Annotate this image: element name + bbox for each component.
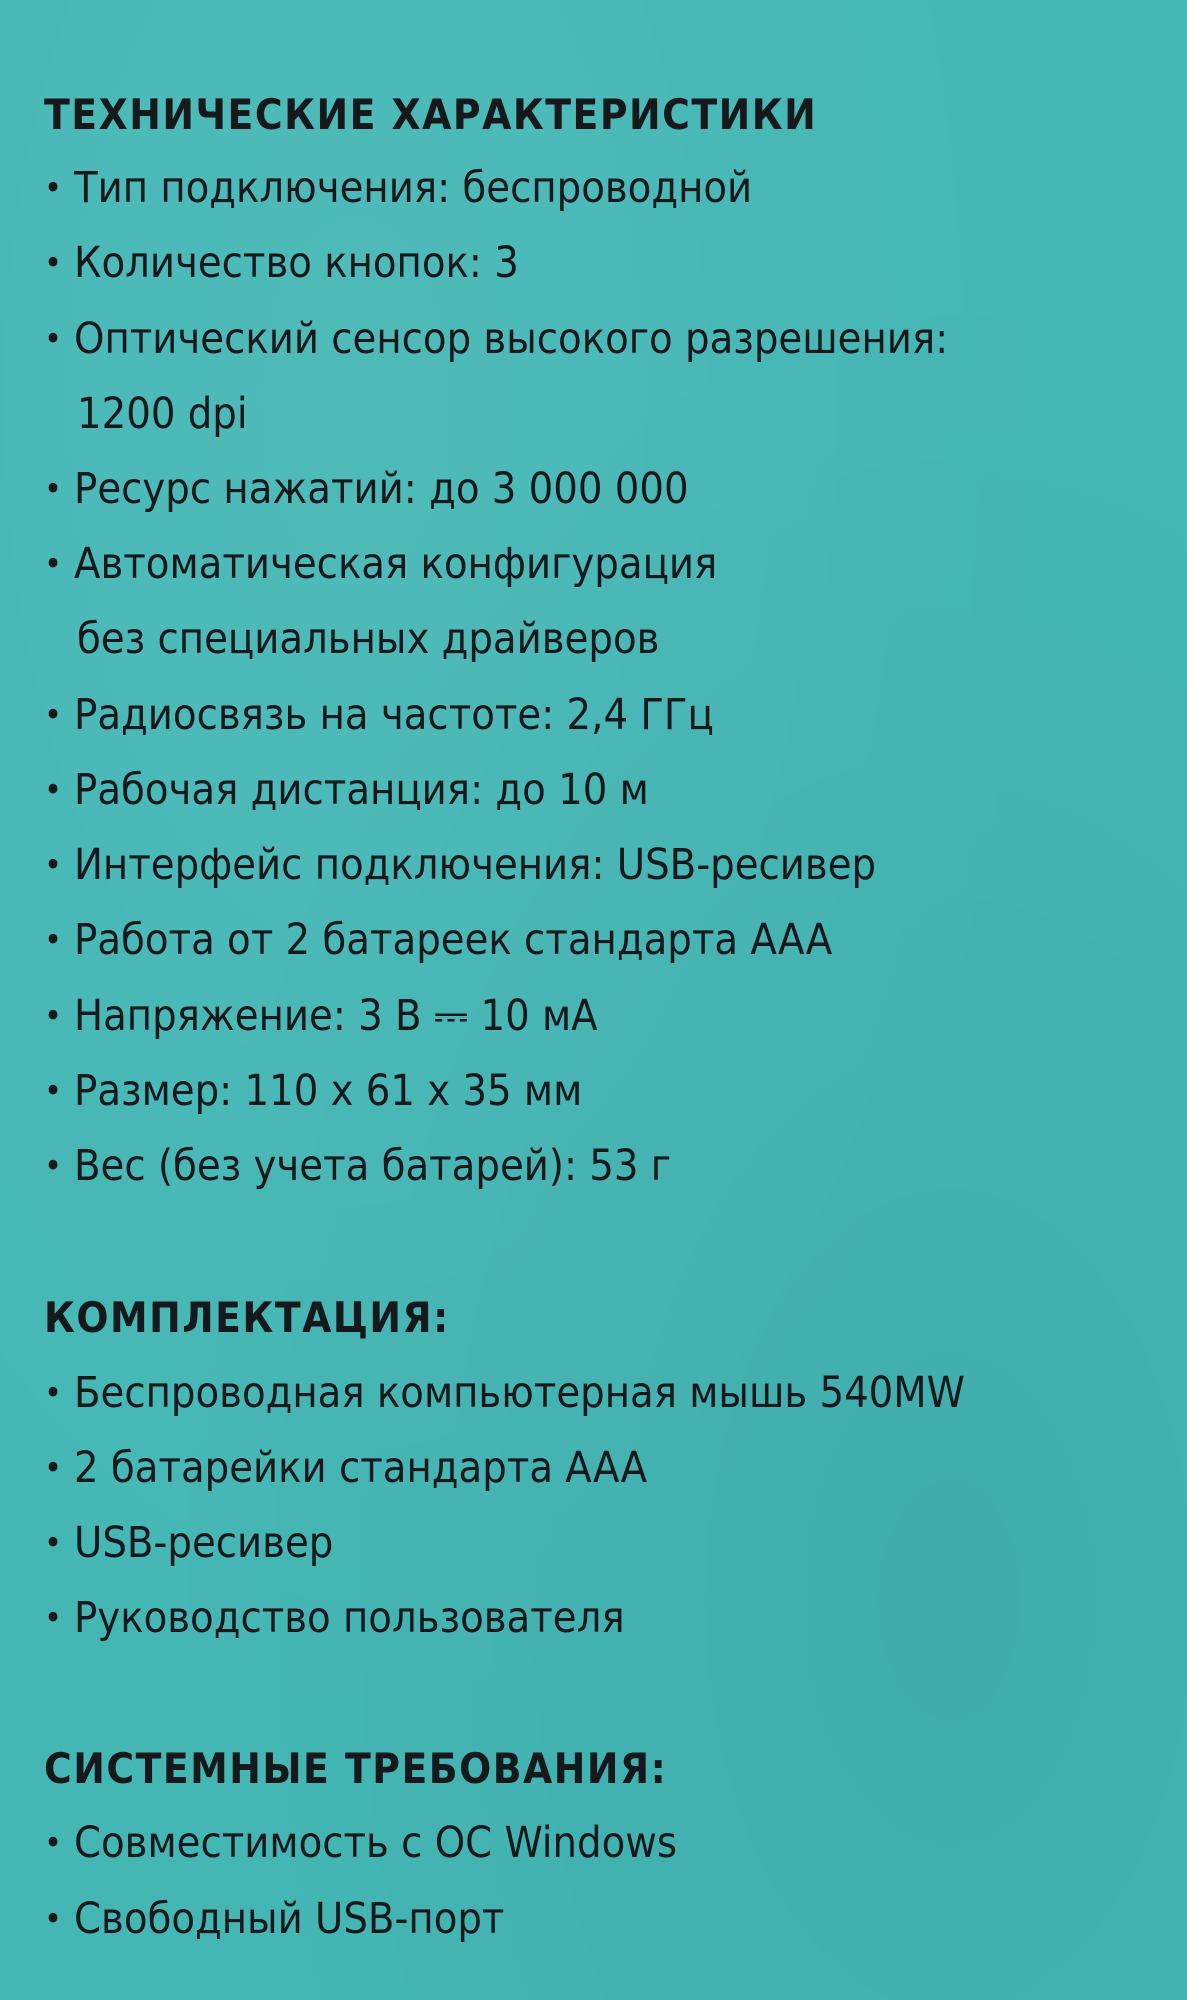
bullet-icon: • <box>44 1523 63 1563</box>
bullet-icon: • <box>44 770 63 810</box>
bullet-icon: • <box>44 845 63 885</box>
section-title-requirements: СИСТЕМНЫЕ ТРЕБОВАНИЯ: <box>44 1744 668 1793</box>
bullet-icon: • <box>44 319 63 359</box>
spec-text: Интерфейс подключения: USB-ресивер <box>74 840 877 890</box>
spec-item <box>44 539 718 589</box>
spec-text-continued: 1200 dpi <box>77 389 248 439</box>
bullet-icon: • <box>44 168 63 208</box>
bullet-icon: • <box>44 1071 63 1111</box>
package-text: Беспроводная компьютерная мышь 540MW <box>74 1368 965 1418</box>
bullet-icon: • <box>44 243 63 283</box>
spec-text: Количество кнопок: 3 <box>74 238 519 288</box>
package-text: 2 батарейки стандарта AAA <box>74 1443 648 1493</box>
package-text: Руководство пользователя <box>74 1593 625 1643</box>
requirement-text: Совместимость с ОС Windows <box>74 1818 678 1868</box>
bullet-icon: • <box>44 920 63 960</box>
spec-text-continued: без специальных драйверов <box>77 614 660 664</box>
spec-item <box>44 915 833 965</box>
package-item <box>44 1368 965 1418</box>
spec-item <box>44 314 949 364</box>
bullet-icon: • <box>44 469 63 509</box>
spec-text: Автоматическая конфигурация <box>74 539 718 589</box>
bullet-icon: • <box>44 1899 63 1939</box>
package-item <box>44 1593 625 1643</box>
spec-item <box>44 464 689 514</box>
spec-text: Размер: 110 х 61 х 35 мм <box>74 1066 583 1116</box>
spec-text: Радиосвязь на частоте: 2,4 ГГц <box>74 690 714 740</box>
package-item <box>44 1518 334 1568</box>
bullet-icon: • <box>44 544 63 584</box>
spec-text: Тип подключения: беспроводной <box>74 163 753 213</box>
spec-text: Ресурс нажатий: до 3 000 000 <box>74 464 689 514</box>
requirement-item <box>44 1818 678 1868</box>
spec-text: Напряжение: 3 В ⎓ 10 мА <box>74 991 598 1041</box>
bullet-icon: • <box>44 1373 63 1413</box>
requirement-text: Свободный USB-порт <box>74 1894 505 1944</box>
package-text: USB-ресивер <box>74 1518 334 1568</box>
spec-item <box>44 765 649 815</box>
spec-item <box>44 1066 583 1116</box>
bullet-icon: • <box>44 1823 63 1863</box>
section-title-specs: ТЕХНИЧЕСКИЕ ХАРАКТЕРИСТИКИ <box>44 90 818 139</box>
spec-item <box>44 840 877 890</box>
section-title-package: КОМПЛЕКТАЦИЯ: <box>44 1293 450 1342</box>
bullet-icon: • <box>44 996 63 1036</box>
spec-item <box>44 690 714 740</box>
spec-text: Работа от 2 батареек стандарта AAA <box>74 915 833 965</box>
requirement-item <box>44 1894 505 1944</box>
bullet-icon: • <box>44 1146 63 1186</box>
spec-item <box>44 1141 672 1191</box>
spec-item <box>44 163 753 213</box>
bullet-icon: • <box>44 695 63 735</box>
spec-text: Оптический сенсор высокого разрешения: <box>74 314 949 364</box>
spec-item <box>44 238 519 288</box>
spec-text: Вес (без учета батарей): 53 г <box>74 1141 672 1191</box>
bullet-icon: • <box>44 1448 63 1488</box>
spec-item <box>44 991 598 1041</box>
spec-text: Рабочая дистанция: до 10 м <box>74 765 649 815</box>
package-item <box>44 1443 648 1493</box>
bullet-icon: • <box>44 1598 63 1638</box>
